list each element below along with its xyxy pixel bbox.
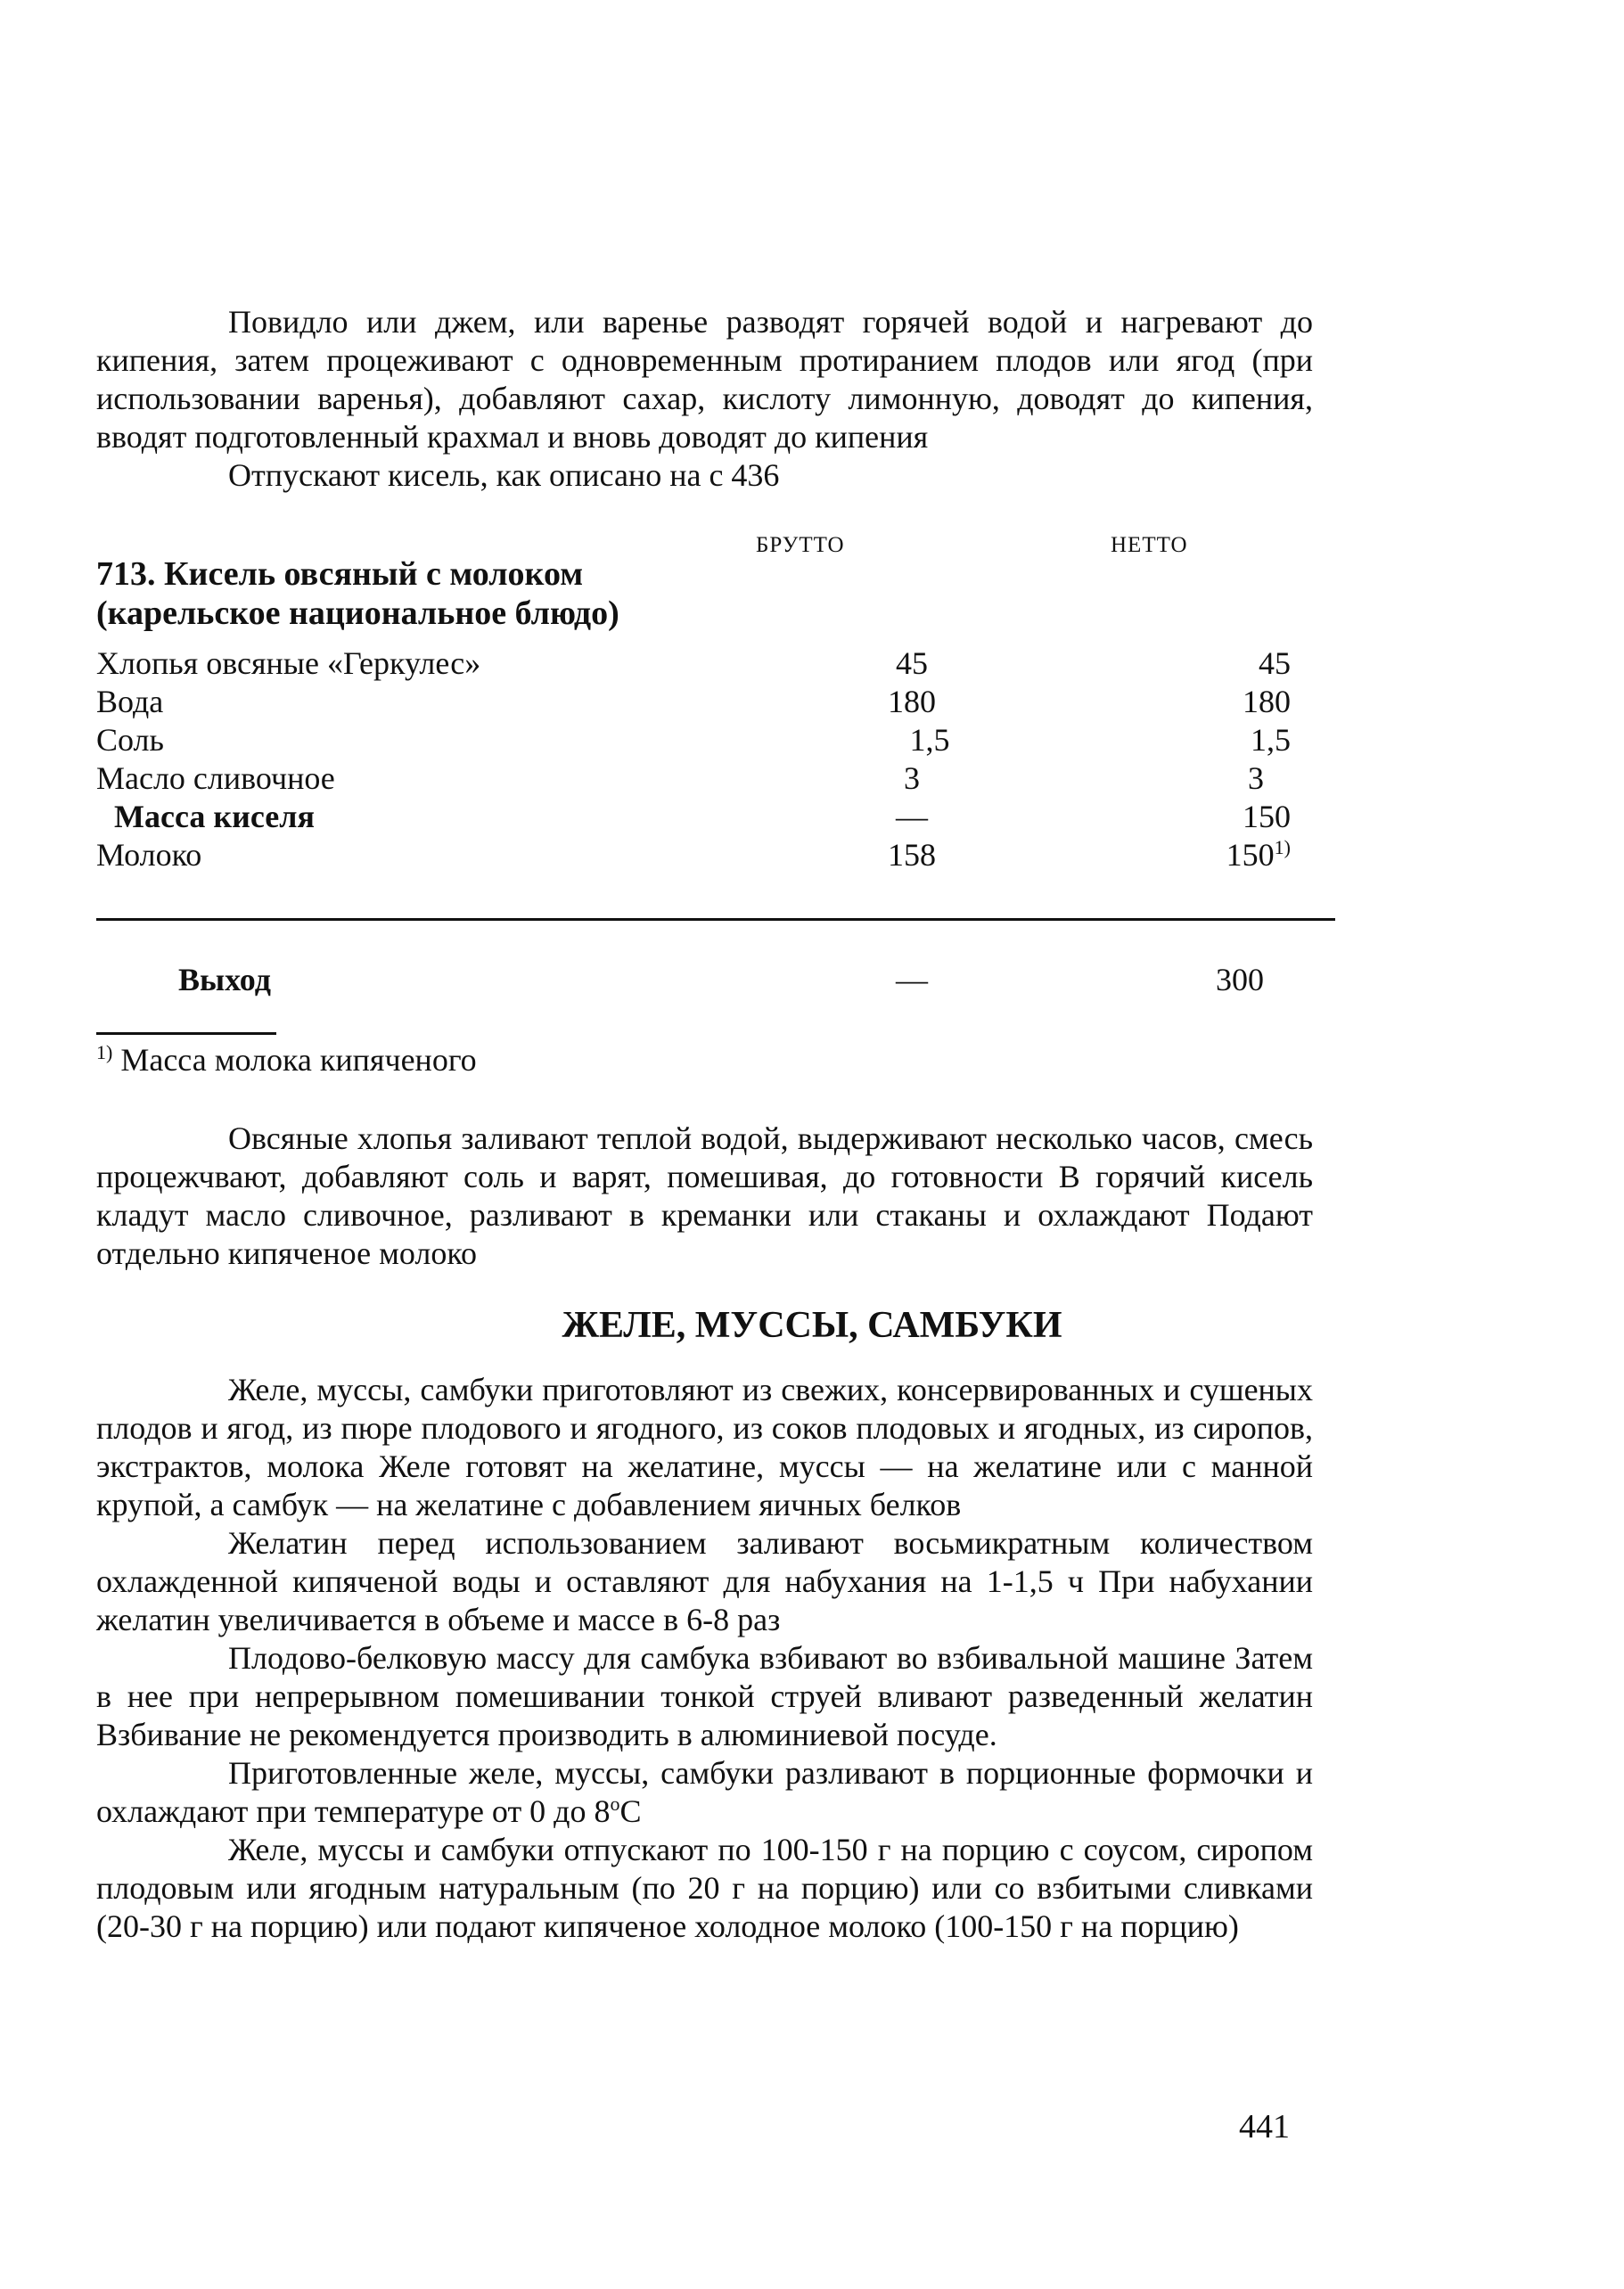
section-paragraph-1: Желе, муссы, самбуки приготовляют из свежих, консервированных и сушеных плодов и ягод, из пюре плодового и ягодного, из соков плодовых и ягодных, из сиропов, экстрактов, молока Желе готовят на желатине, муссы — на желатине или с манной крупой, а самбук — на желатине с добавлением яичных белков bbox=[96, 1372, 1313, 1522]
output-brutto: — bbox=[896, 962, 928, 997]
ingredient-row bbox=[96, 644, 1291, 683]
footnote bbox=[96, 1041, 1291, 1079]
ingredient-name: Масло сливочное bbox=[96, 760, 335, 796]
degree-mark: о bbox=[610, 1793, 620, 1815]
ingredient-name: Вода bbox=[96, 684, 164, 719]
brutto-value: 1,5 bbox=[909, 722, 950, 758]
output-row bbox=[96, 961, 1291, 999]
section-paragraph-2: Желатин перед использованием заливают восьмикратным количеством охлажденной кипяченой воды и оставляют для набухания на 1-1,5 ч При набухании желатин увеличивается в объеме и массе в 6-8 раз bbox=[96, 1525, 1313, 1637]
intro-paragraph-2: Отпускают кисель, как описано на с 436 bbox=[228, 457, 780, 493]
output-label: Выход bbox=[178, 962, 271, 997]
footnote-body: Масса молока кипяченого bbox=[112, 1042, 477, 1078]
column-header-brutto: БРУТТО bbox=[756, 533, 845, 557]
page-number: 441 bbox=[1239, 2108, 1290, 2145]
netto-value: 3 bbox=[1248, 760, 1264, 796]
section-paragraph-4 bbox=[96, 1754, 1313, 1831]
recipe-title-line-2: (карельское национальное блюдо) bbox=[96, 595, 619, 632]
method-paragraph: Овсяные хлопья заливают теплой водой, выдерживают несколько часов, смесь процежчвают, добавляют соль и варят, помешивая, до готовности В горячий кисель кладут масло сливочное, разливают в креманки или стаканы и охлаждают Подают отдельно кипяченое молоко bbox=[96, 1120, 1313, 1271]
footnote-mark: 1) bbox=[96, 1041, 113, 1063]
section-paragraph-3: Плодово-белковую массу для самбука взбивают во взбивальной машине Затем в нее при непрерывном помешивании тонкой струей вливают разведенный желатин Взбивание не рекомендуется производить в алюминиевой посуде. bbox=[96, 1640, 1313, 1752]
brutto-value: — bbox=[896, 799, 928, 834]
method-text bbox=[96, 1120, 1313, 1273]
section-paragraph-5: Желе, муссы и самбуки отпускают по 100-150 г на порцию с соусом, сиропом плодовым или ягодным натуральным (по 20 г на порцию) или со взбитыми сливками (20-30 г на порцию) или подают кипяченое холодное молоко (100-150 г на порцию) bbox=[96, 1832, 1313, 1944]
ingredient-name: Хлопья овсяные «Геркулес» bbox=[96, 645, 481, 681]
ingredient-row bbox=[96, 683, 1291, 721]
netto-number: 150 bbox=[1226, 837, 1275, 873]
intro-paragraph-1: Повидло или джем, или варенье разводят горячей водой и нагревают до кипения, затем процеживают с одновременным протиранием плодов или ягод (при использовании варенья), добавляют сахар, кислоту лимонную, доводят до кипения, вводят подготовленный крахмал и вновь доводят до кипения bbox=[96, 304, 1313, 455]
column-header-netto: НЕТТО bbox=[1111, 533, 1188, 557]
ingredient-row bbox=[96, 759, 1291, 798]
ingredient-name: Молоко bbox=[96, 837, 202, 873]
section-text bbox=[96, 1371, 1313, 1946]
netto-value: 180 bbox=[1243, 684, 1291, 719]
brutto-value: 158 bbox=[888, 837, 936, 873]
ingredient-row bbox=[96, 721, 1291, 759]
ingredient-name: Соль bbox=[96, 722, 164, 758]
ingredient-row bbox=[96, 836, 1291, 874]
table-divider bbox=[96, 918, 1335, 921]
footnote-text bbox=[96, 1041, 477, 1079]
footnote-reference: 1) bbox=[1274, 836, 1291, 858]
footnote-divider bbox=[96, 1032, 276, 1035]
netto-value: 1,5 bbox=[1251, 722, 1291, 758]
ingredient-row bbox=[96, 798, 1291, 836]
netto-value: 45 bbox=[1259, 645, 1291, 681]
ingredient-name: Масса киселя bbox=[114, 799, 315, 834]
p4-end: С bbox=[619, 1793, 642, 1829]
brutto-value: 180 bbox=[888, 684, 936, 719]
output-netto: 300 bbox=[1216, 962, 1264, 997]
intro-text bbox=[96, 303, 1313, 495]
p4-main: Приготовленные желе, муссы, самбуки разливают в порционные формочки и охлаждают при температуре от 0 до 8 bbox=[96, 1755, 1313, 1829]
brutto-value: 3 bbox=[904, 760, 920, 796]
netto-value bbox=[1175, 836, 1291, 874]
netto-value: 150 bbox=[1243, 799, 1291, 834]
recipe-title bbox=[96, 554, 619, 633]
section-title: ЖЕЛЕ, МУССЫ, САМБУКИ bbox=[562, 1305, 1062, 1346]
recipe-title-line-1: 713. Кисель овсяный с молоком bbox=[96, 555, 584, 593]
brutto-value: 45 bbox=[896, 645, 928, 681]
